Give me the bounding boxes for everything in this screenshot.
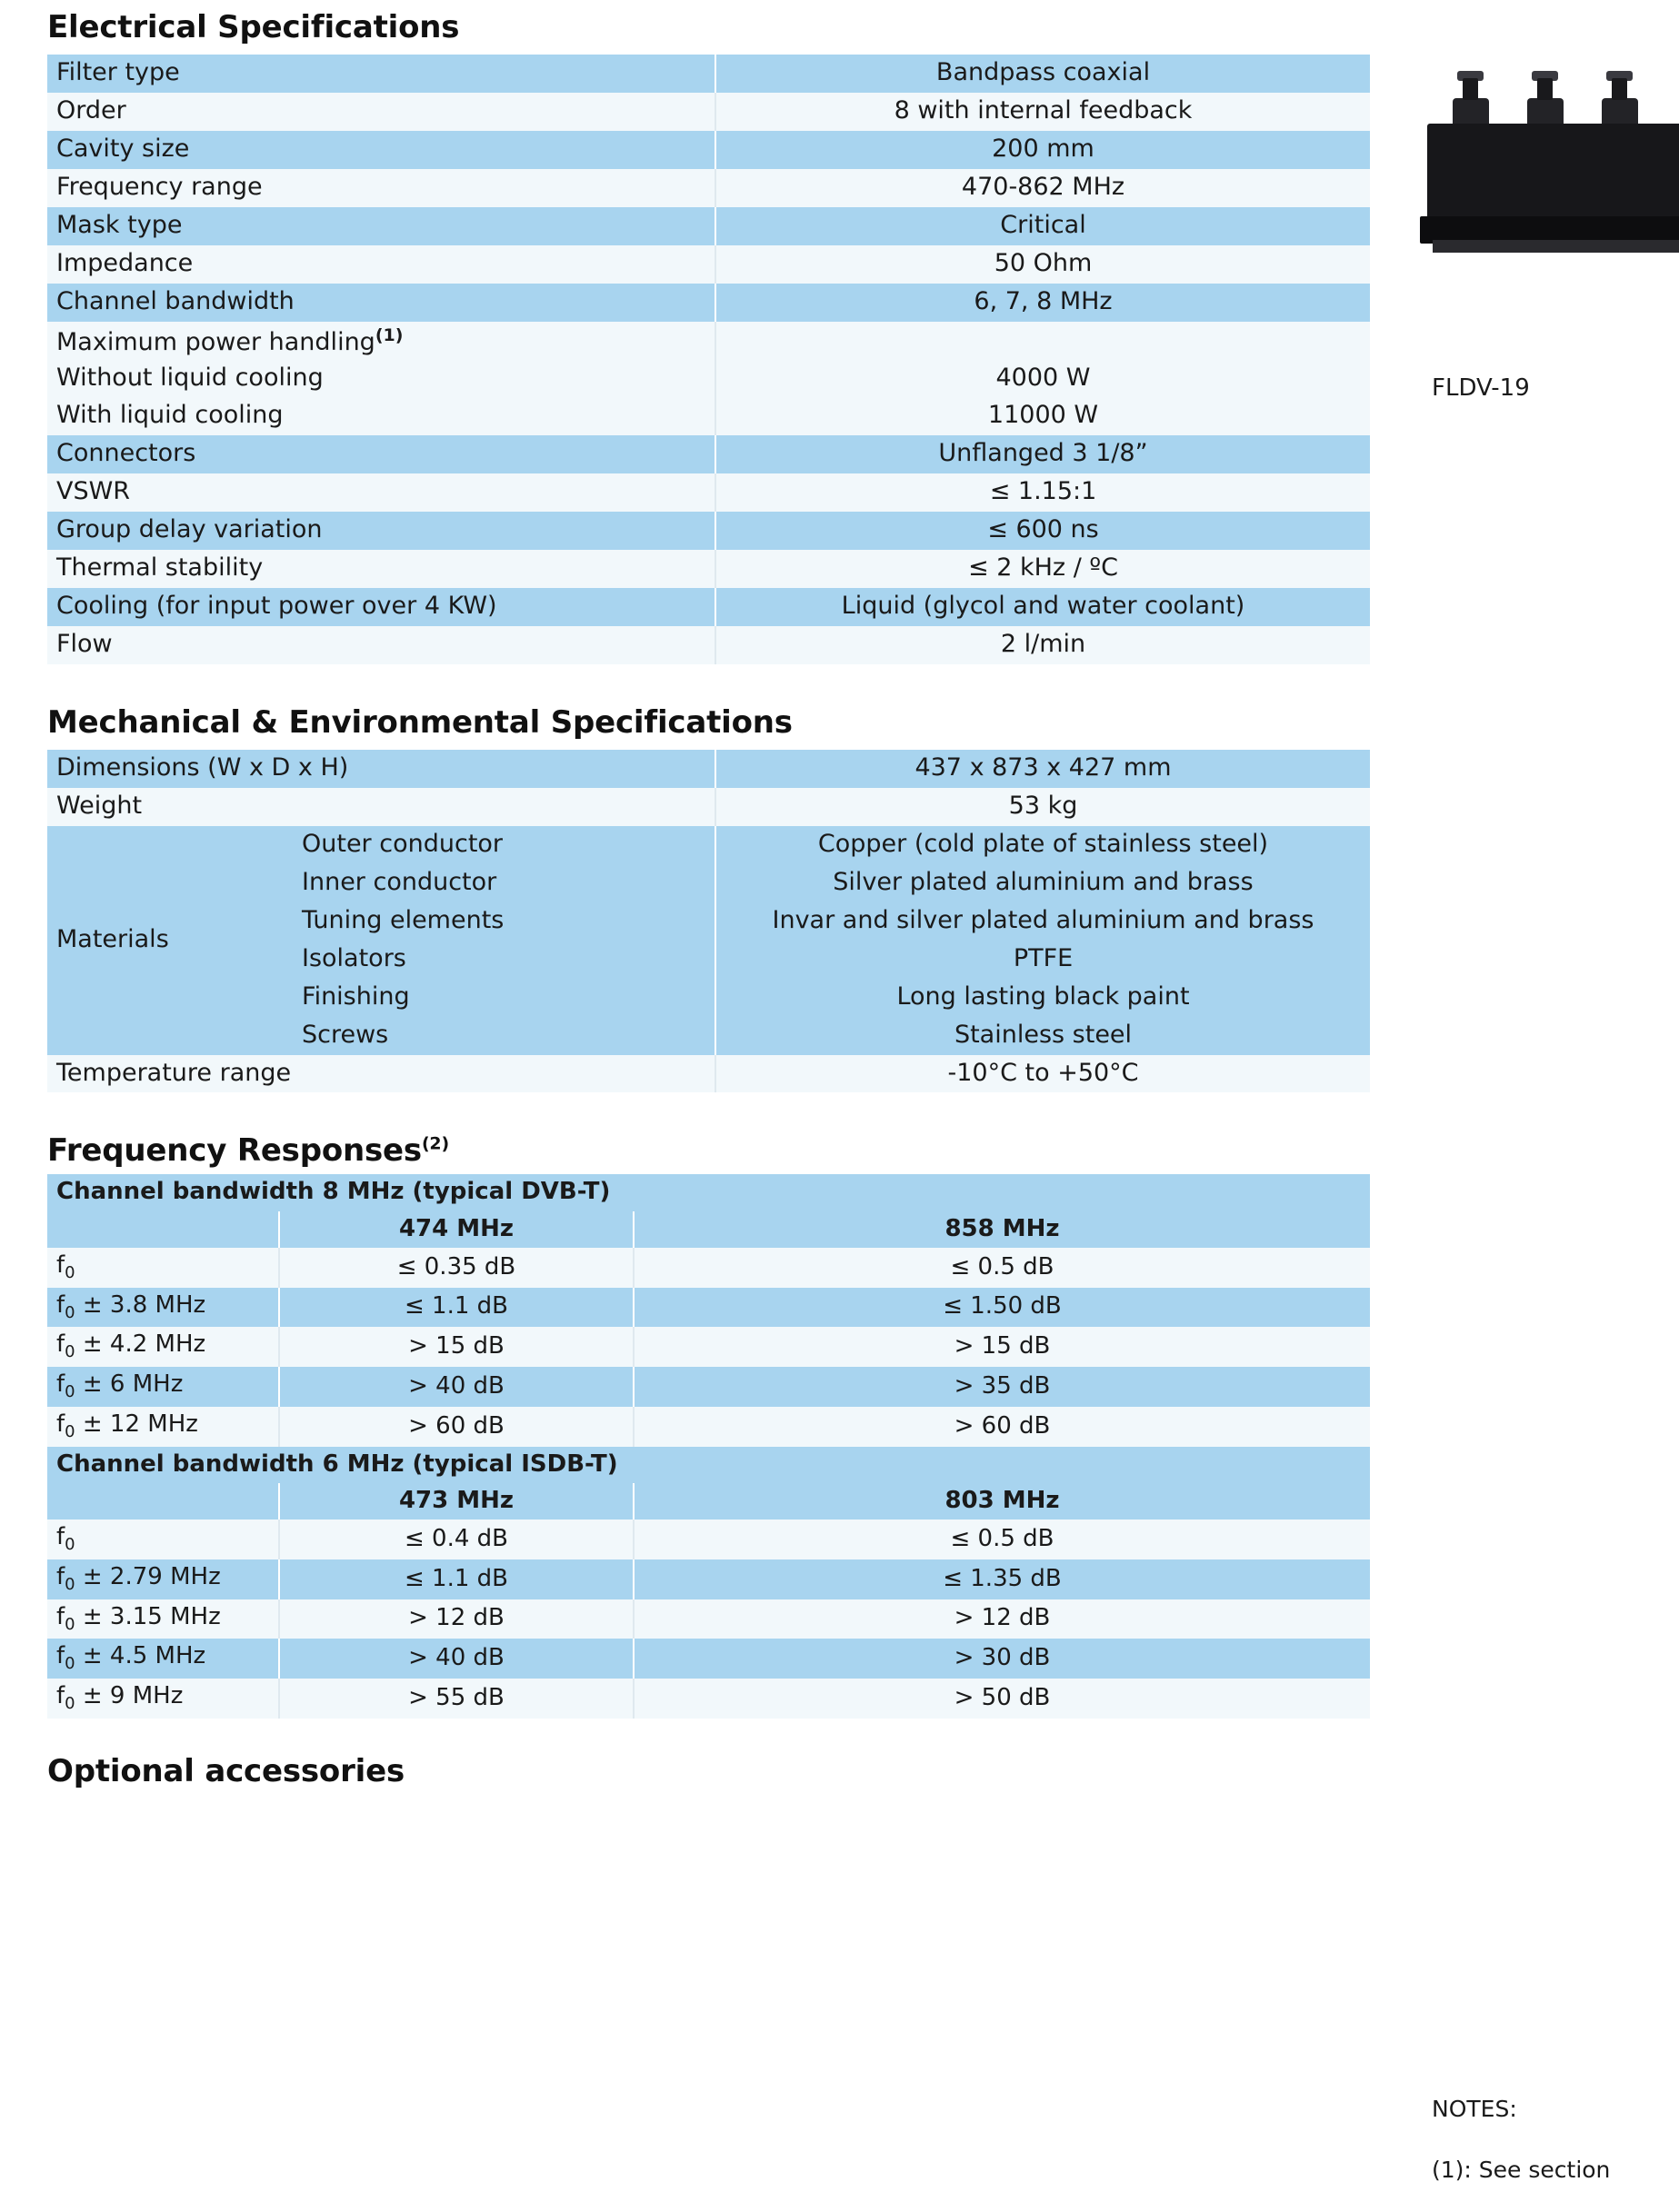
f-symbol: f: [56, 1410, 65, 1438]
f-subscript: 0: [65, 1342, 75, 1362]
electrical-specifications-table: [47, 55, 1370, 664]
spec-sublabel: With liquid cooling: [47, 397, 715, 435]
freq-value: > 60 dB: [279, 1407, 634, 1447]
freq-value: ≤ 1.50 dB: [634, 1288, 1370, 1328]
spec-value: 200 mm: [715, 131, 1370, 169]
freq-value: ≤ 0.4 dB: [279, 1520, 634, 1559]
table-row: [47, 788, 1370, 826]
table-row: [47, 435, 1370, 473]
filter-base-shelf: [1433, 240, 1679, 253]
spec-value: 6, 7, 8 MHz: [715, 284, 1370, 322]
spec-label: Impedance: [47, 245, 715, 284]
table-row: [47, 1559, 1370, 1599]
spec-label: Filter type: [47, 55, 715, 93]
cavity-knob: [1463, 78, 1478, 100]
cavity-knob: [1537, 78, 1553, 100]
table-row: [47, 1407, 1370, 1447]
freq-value: ≤ 1.1 dB: [279, 1559, 634, 1599]
freq-column-header-1: 473 MHz: [279, 1483, 634, 1520]
cavity-knob: [1612, 78, 1627, 100]
f-offset: ± 2.79 MHz: [75, 1562, 221, 1590]
table-row: [47, 588, 1370, 626]
column-header-row: [47, 1483, 1370, 1520]
band-header-row: [47, 1174, 1370, 1211]
main-content-column: [47, 9, 1393, 1798]
spec-label: Connectors: [47, 435, 715, 473]
footnote-marker-1: (1): [375, 324, 404, 345]
materials-label: Materials: [47, 826, 293, 1055]
electrical-specifications-title: Electrical Specifications: [47, 9, 460, 45]
table-row: [47, 1520, 1370, 1559]
mechanical-table-body: [47, 750, 1370, 1092]
spec-label: Flow: [47, 626, 715, 664]
f-symbol: f: [56, 1642, 65, 1670]
freq-row-label: [47, 1327, 279, 1367]
product-photo-caption: FLDV-19: [1432, 374, 1530, 402]
freq-value: ≤ 1.35 dB: [634, 1559, 1370, 1599]
spec-value: 11000 W: [715, 397, 1370, 435]
material-name: Outer conductor: [293, 826, 715, 864]
spec-value: ≤ 1.15:1: [715, 473, 1370, 512]
material-value: Long lasting black paint: [715, 979, 1370, 1017]
f-symbol: f: [56, 1330, 65, 1359]
spec-label: Channel bandwidth: [47, 284, 715, 322]
spec-value: 8 with internal feedback: [715, 93, 1370, 131]
freq-value: > 60 dB: [634, 1407, 1370, 1447]
f-symbol: f: [56, 1370, 65, 1399]
spec-value: Bandpass coaxial: [715, 55, 1370, 93]
spec-value: 50 Ohm: [715, 245, 1370, 284]
footnote-marker-2: (2): [421, 1134, 449, 1155]
f-subscript: 0: [65, 1694, 75, 1714]
table-row: [47, 473, 1370, 512]
material-name: Isolators: [293, 941, 715, 979]
table-row: [47, 1248, 1370, 1288]
band-header-label: Channel bandwidth 8 MHz (typical DVB-T): [47, 1174, 1370, 1211]
freq-corner-cell: [47, 1211, 279, 1248]
table-row: [47, 750, 1370, 788]
freq-row-label: [47, 1367, 279, 1407]
column-header-row: [47, 1211, 1370, 1248]
spec-label: Weight: [47, 788, 715, 826]
freq-row-label: [47, 1288, 279, 1328]
freq-row-label: [47, 1599, 279, 1639]
f-subscript: 0: [65, 1535, 75, 1555]
f-subscript: 0: [65, 1654, 75, 1674]
material-value: Copper (cold plate of stainless steel): [715, 826, 1370, 864]
table-row: [47, 1367, 1370, 1407]
f-symbol: f: [56, 1290, 65, 1319]
f-offset: ± 4.5 MHz: [75, 1642, 206, 1670]
frequency-responses-text: Frequency Responses: [47, 1132, 422, 1170]
frequency-responses-body: [47, 1174, 1370, 1719]
f-offset: ± 4.2 MHz: [75, 1330, 206, 1359]
band-header-label: Channel bandwidth 6 MHz (typical ISDB-T): [47, 1447, 1370, 1483]
table-row: [47, 169, 1370, 207]
table-row: [47, 284, 1370, 322]
table-row: [47, 131, 1370, 169]
spec-value: 470-862 MHz: [715, 169, 1370, 207]
material-value: Silver plated aluminium and brass: [715, 864, 1370, 902]
spec-label: Frequency range: [47, 169, 715, 207]
spec-value: 53 kg: [715, 788, 1370, 826]
spec-value: 437 x 873 x 427 mm: [715, 750, 1370, 788]
electrical-table-body: [47, 55, 1370, 664]
frequency-responses-title: [47, 1132, 1393, 1169]
f-subscript: 0: [65, 1575, 75, 1595]
material-name: Screws: [293, 1017, 715, 1055]
table-row: [47, 1679, 1370, 1719]
frequency-responses-table: [47, 1174, 1370, 1719]
material-value: PTFE: [715, 941, 1370, 979]
table-row: [47, 93, 1370, 131]
freq-value: ≤ 0.35 dB: [279, 1248, 634, 1288]
freq-row-label: [47, 1679, 279, 1719]
f-symbol: f: [56, 1523, 65, 1551]
spec-value: ≤ 600 ns: [715, 512, 1370, 550]
freq-column-header-1: 474 MHz: [279, 1211, 634, 1248]
freq-value: > 50 dB: [634, 1679, 1370, 1719]
freq-value: > 15 dB: [634, 1327, 1370, 1367]
f-symbol: f: [56, 1250, 65, 1279]
table-row: [47, 550, 1370, 588]
material-value: Stainless steel: [715, 1017, 1370, 1055]
f-subscript: 0: [65, 1263, 75, 1282]
table-row: [47, 626, 1370, 664]
mechanical-specifications-title: Mechanical & Environmental Specifications: [47, 704, 793, 741]
freq-value: > 15 dB: [279, 1327, 634, 1367]
freq-value: > 12 dB: [634, 1599, 1370, 1639]
material-name: Finishing: [293, 979, 715, 1017]
spec-value: Unflanged 3 1/8”: [715, 435, 1370, 473]
spec-value: 2 l/min: [715, 626, 1370, 664]
spec-label: Cavity size: [47, 131, 715, 169]
material-value: Invar and silver plated aluminium and brass: [715, 902, 1370, 941]
max-power-handling-label: [47, 322, 715, 360]
freq-value: > 55 dB: [279, 1679, 634, 1719]
spec-label: Group delay variation: [47, 512, 715, 550]
freq-value: > 35 dB: [634, 1367, 1370, 1407]
freq-value: ≤ 1.1 dB: [279, 1288, 634, 1328]
freq-value: ≤ 0.5 dB: [634, 1520, 1370, 1559]
table-row: [47, 1639, 1370, 1679]
spec-label: Thermal stability: [47, 550, 715, 588]
table-row: [47, 245, 1370, 284]
band-header-row: [47, 1447, 1370, 1483]
f-symbol: f: [56, 1682, 65, 1710]
table-row: [47, 1327, 1370, 1367]
table-row: [47, 1288, 1370, 1328]
freq-column-header-2: 803 MHz: [634, 1483, 1370, 1520]
f-offset: ± 3.8 MHz: [75, 1290, 206, 1319]
materials-row: [47, 826, 1370, 864]
table-row: [47, 1055, 1370, 1093]
freq-row-label: [47, 1559, 279, 1599]
freq-value: > 40 dB: [279, 1367, 634, 1407]
notes-heading: NOTES:: [1432, 2096, 1517, 2122]
material-name: Inner conductor: [293, 864, 715, 902]
freq-value: > 40 dB: [279, 1639, 634, 1679]
freq-corner-cell: [47, 1483, 279, 1520]
freq-row-label: [47, 1520, 279, 1559]
f-subscript: 0: [65, 1382, 75, 1402]
table-row: [47, 1599, 1370, 1639]
spec-label: Order: [47, 93, 715, 131]
product-photo: [1420, 80, 1679, 275]
f-symbol: f: [56, 1562, 65, 1590]
spec-label: Mask type: [47, 207, 715, 245]
freq-value: ≤ 0.5 dB: [634, 1248, 1370, 1288]
max-power-handling-value-spacer: [715, 322, 1370, 360]
spec-label: Cooling (for input power over 4 KW): [47, 588, 715, 626]
f-offset: ± 9 MHz: [75, 1682, 184, 1710]
table-row: [47, 360, 1370, 398]
freq-row-label: [47, 1407, 279, 1447]
f-symbol: f: [56, 1602, 65, 1630]
spec-value: ≤ 2 kHz / ºC: [715, 550, 1370, 588]
max-power-handling-row: [47, 322, 1370, 360]
table-row: [47, 397, 1370, 435]
f-offset: ± 6 MHz: [75, 1370, 184, 1399]
table-row: [47, 207, 1370, 245]
freq-row-label: [47, 1248, 279, 1288]
table-row: [47, 512, 1370, 550]
spec-value: 4000 W: [715, 360, 1370, 398]
spec-label: VSWR: [47, 473, 715, 512]
f-subscript: 0: [65, 1302, 75, 1322]
freq-value: > 30 dB: [634, 1639, 1370, 1679]
f-subscript: 0: [65, 1614, 75, 1634]
freq-value: > 12 dB: [279, 1599, 634, 1639]
spec-sublabel: Without liquid cooling: [47, 360, 715, 398]
f-offset: ± 3.15 MHz: [75, 1602, 221, 1630]
spec-label: Temperature range: [47, 1055, 715, 1093]
optional-accessories-title: Optional accessories: [47, 1753, 405, 1789]
max-power-handling-text: Maximum power handling: [56, 327, 375, 356]
table-row: [47, 55, 1370, 93]
f-subscript: 0: [65, 1422, 75, 1442]
freq-column-header-2: 858 MHz: [634, 1211, 1370, 1248]
spec-value: -10°C to +50°C: [715, 1055, 1370, 1093]
note-item-1: (1): See section: [1432, 2157, 1611, 2183]
mechanical-specifications-table: [47, 750, 1370, 1092]
material-name: Tuning elements: [293, 902, 715, 941]
spec-value: Critical: [715, 207, 1370, 245]
f-offset: ± 12 MHz: [75, 1410, 198, 1438]
freq-row-label: [47, 1639, 279, 1679]
spec-label: Dimensions (W x D x H): [47, 750, 715, 788]
spec-value: Liquid (glycol and water coolant): [715, 588, 1370, 626]
